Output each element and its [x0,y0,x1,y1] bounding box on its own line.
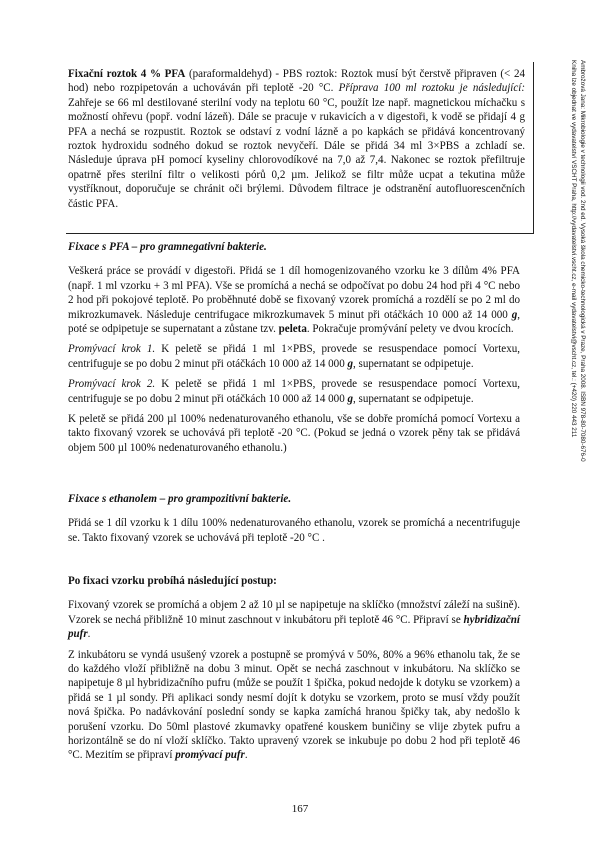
text-run: K peletě se přidá 1 ml 1×PBS, provede se resuspendace pomocí Vortexu, centrifuguje se po dobu 2 minut při otáčkách 10 000 až 14 000 [68,343,521,370]
g-unit: g [347,357,354,370]
paragraph: Přidá se 1 díl vzorku k 1 dílu 100% nedenaturovaného ethanolu, vzorek se promíchá a necentrifuguje se. Takto fixovaný vzorek se uchovává při teplotě -20 °C . [68,517,520,544]
g-unit: g [347,392,354,405]
pfa-solution-text: (paraformaldehyd) - PBS roztok: Roztok musí být čerstvě připraven (< 24 hod) nebo rozpipetován a uchováván při teplotě -20 °C. [68,68,525,95]
text-run: Z inkubátoru se vyndá usušený vzorek a postupně se promývá v 50%, 80% a 96% ethanolu tak, že se do každého vloží přibližně na dobu 3 minut. Opět se nechá zaschnout v inkubátoru. Na sklíčko se napipetuje 8 µl hybridizačního pufru (může se použít 1 špička, pokud nedojde k dotyku se vzorkem) a přidá se 1 µl sondy. Při aplikaci sondy nesmí dojít k dotyku se vzorkem, proto se musí vždy použít nová špička. Po nadávkování poslední sondy se kapka zamíchá hranou špičky tak, aby nedošlo k porušení vzorku. Do 50ml plastové zkumavky opatřené kouskem buničiny se vlije zbytek pufru a horizontálně se do ní vloží sklíčko. Takto upravený vzorek se inkubuje po dobu 2 hod při teplotě 46 °C. Mezitím se připraví [68,648,520,762]
text-run: , supernatant se odpipetuje. [353,392,474,405]
pfa-solution-box [66,62,534,234]
text-run: , supernatant se odpipetuje. [353,357,474,370]
pfa-preparation-label: Příprava 100 ml roztoku je následující: [338,82,526,95]
term-hybridization-buffer: hybridizační pufr [68,613,520,641]
text-run: Fixovaný vzorek se promíchá a objem 2 až 10 µl se napipetuje na sklíčko (množství záleží na sušině). Vzorek se nechá přibližně 10 minut zaschnout v inkubátoru při teplotě 46 °C. Připraví se [68,599,520,626]
pfa-solution-paragraph [66,62,533,211]
text-run: K peletě se přidá 1 ml 1×PBS, provede se resuspendace pomocí Vortexu, centrifuguje se po dobu 2 minut při otáčkách 10 000 až 14 000 [68,378,521,405]
section-post-fixation [68,574,520,769]
section-heading: Fixace s PFA – pro gramnegativní bakterie. [68,241,267,253]
paragraph-wash-step-2 [68,377,520,406]
pfa-solution-title: Fixační roztok 4 % PFA [68,68,186,80]
paragraph-wash-step-1 [68,342,520,371]
page-number: 167 [291,803,309,815]
text-run: . [244,749,248,762]
g-unit: g [511,308,518,321]
citation-line: Ambrožová Jana: Mikrobiologie v technologii vod. 2nd ed. Vysoká škola chemicko-technologická v Praze, Praha 2008. ISBN 978-80-7080-676-0 [579,60,586,462]
order-info-line: Kniha lze objednat ve vydavatelství VŠCHT Praha, http://vydavatelstvi.vscht.cz, e-mail vydavatelstvi@vscht.cz, tel.: (+420) 220 443 211 [570,60,578,438]
section-ethanol-fixation [68,492,520,551]
pfa-preparation-text: Zahřeje se 66 ml destilované sterilní vody na teplotu 60 °C, použít lze např. magnetickou míchačku s možností ohřevu (popř. vodní lázeň). Dále se pracuje v rukavicích a v digestoři, k vodě se přidají 4 g PFA a nechá se rozpustit. Roztok se odstaví z vodní lázně a po kapkách se přidává koncentrovaný roztok hydroxidu sodného dokud se roztok nevyčeří. Dále se přidá 34 ml 3×PBS a zchladí se. Následuje úprava pH pomocí kyseliny chlorovodíkové na 7,0 až 7,4. Nakonec se roztok přefiltruje opatrně přes sterilní filtr o velikosti pórů 0,2 µm. Jelikož se filtr může ucpat a tekutina může vystříknout, doporučuje se chránit oči brýlemi. Důvodem filtrace je odstranění autofluorescenčních částic PFA. [68,96,525,210]
text-run: . Pokračuje promývání pelety ve dvou krocích. [306,323,514,336]
step-label: Promývací krok 2. [68,378,156,391]
term-peleta: peleta [278,323,307,336]
side-citation [540,60,586,580]
paragraph [68,598,520,641]
paragraph: K peletě se přidá 200 µl 100% nedenaturovaného ethanolu, vše se dobře promíchá pomocí Vortexu a takto fixovaný vzorek se uchovává při teplotě -20 °C. (Pokud se jedná o vzorek pěny tak se přidává objem 500 µl 100% nedenaturovaného ethanolu.) [68,413,520,454]
section-heading: Po fixaci vzorku probíhá následující postup: [68,575,277,587]
term-wash-buffer: promývací pufr [175,749,245,762]
section-pfa-fixation [68,240,520,461]
text-run: Veškerá práce se provádí v digestoři. Přidá se 1 díl homogenizovaného vzorku ke 3 dílům 4% PFA (např. 1 ml vzorku + 3 ml PFA). Vše se promíchá a nechá se odpočívat po dobu 24 hod při 4 °C nebo 2 hod při pokojové teplotě. Po proběhnuté době se fixovaný vzorek promíchá a rozdělí se po 2 ml do mikrozkumavek. Následuje centrifugace mikrozkumavek 5 minut při otáčkách 10 000 až 14 000 [68,265,520,321]
paragraph [68,648,520,763]
step-label: Promývací krok 1. [68,343,156,356]
text-run: , poté se odpipetuje se supernatant a zůstane tzv. [68,308,520,336]
paragraph [68,264,520,336]
section-heading: Fixace s ethanolem – pro grampozitivní bakterie. [68,493,292,505]
text-run: . [87,628,91,641]
